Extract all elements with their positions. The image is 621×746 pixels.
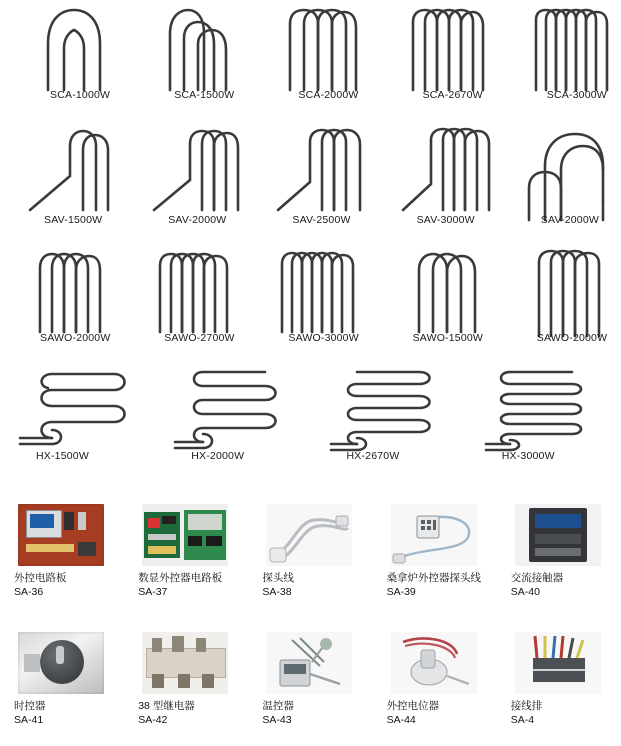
heating-element-icon <box>148 246 240 338</box>
element-cell <box>466 358 621 476</box>
part-item <box>248 626 372 746</box>
heating-element-icon <box>397 246 489 338</box>
element-label: SCA-1500W <box>174 89 235 101</box>
part-caption <box>387 700 440 727</box>
part-name: 交流接触器 <box>510 572 564 584</box>
sensor-probe-cable-photo <box>266 504 352 566</box>
part-caption <box>138 700 195 727</box>
element-cell <box>124 118 248 240</box>
terminal-block-wires-photo <box>515 632 601 694</box>
element-cell <box>497 0 621 118</box>
heating-element-icon <box>521 246 613 342</box>
part-item <box>124 498 248 618</box>
part-name: 桑拿炉外控器探头线 <box>386 572 482 584</box>
element-cell <box>373 118 497 240</box>
element-cell <box>124 240 248 358</box>
part-item <box>373 626 497 746</box>
element-label: SAV-2500W <box>292 214 351 226</box>
heating-element-icon <box>407 4 487 96</box>
parts-row <box>0 626 621 746</box>
element-cell <box>155 358 310 476</box>
ac-contactor-photo <box>515 504 601 566</box>
heating-element-icon <box>24 246 116 338</box>
heating-element-icon <box>329 364 449 452</box>
element-cell <box>0 0 124 118</box>
heating-element-icon <box>399 124 495 220</box>
element-cell <box>373 0 497 118</box>
heating-element-icon <box>173 364 293 452</box>
parts-row <box>0 498 621 618</box>
element-cell <box>0 118 124 240</box>
part-code: SA-42 <box>138 713 168 726</box>
part-caption <box>387 572 482 599</box>
heating-element-icon <box>484 364 604 452</box>
part-name: 探头线 <box>262 572 294 584</box>
element-label: SAWO-2000W <box>536 332 608 344</box>
part-code: SA-40 <box>510 585 540 598</box>
heating-element-icon <box>523 124 619 224</box>
potentiometer-photo <box>391 632 477 694</box>
part-item <box>124 626 248 746</box>
element-row-sav <box>0 118 621 240</box>
element-cell <box>124 0 248 118</box>
part-code: SA-38 <box>262 585 292 598</box>
element-label: SCA-2670W <box>422 89 483 101</box>
element-label: SAWO-2700W <box>164 332 235 344</box>
element-cell <box>248 0 372 118</box>
element-cell <box>497 240 621 358</box>
element-label: SCA-1000W <box>50 89 111 101</box>
part-name: 接线排 <box>510 700 543 712</box>
heating-element-icon <box>282 4 362 96</box>
part-name: 时控器 <box>14 700 46 712</box>
heating-element-icon <box>272 246 364 338</box>
part-caption <box>511 700 543 727</box>
pcb-board-green-digital-photo <box>142 504 228 566</box>
part-name: 外控电位器 <box>386 700 440 712</box>
pcb-board-red-photo <box>18 504 104 566</box>
element-label: SCA-3000W <box>546 89 607 101</box>
part-code: SA-41 <box>14 713 44 726</box>
part-code: SA-36 <box>14 585 44 598</box>
element-label: HX-2670W <box>346 450 400 462</box>
part-item <box>497 626 621 746</box>
element-cell <box>311 358 466 476</box>
element-label: SAV-2000W <box>540 214 599 226</box>
part-item <box>497 498 621 618</box>
element-label: SAV-1500W <box>44 214 103 226</box>
element-row-hx <box>0 358 621 476</box>
element-cell <box>0 240 124 358</box>
element-cell <box>497 118 621 240</box>
element-cell <box>248 118 372 240</box>
element-label: SAWO-3000W <box>288 332 359 344</box>
element-label: SCA-2000W <box>298 89 359 101</box>
heating-element-icon <box>531 4 611 96</box>
element-cell <box>373 240 497 358</box>
element-label: SAWO-2000W <box>40 332 111 344</box>
part-code: SA-43 <box>262 713 292 726</box>
element-cell <box>0 358 155 476</box>
part-item <box>0 626 124 746</box>
element-label: SAV-3000W <box>416 214 475 226</box>
relay-type-38-photo <box>142 632 228 694</box>
heating-element-icon <box>18 364 138 452</box>
part-name: 数显外控器电路板 <box>138 572 223 584</box>
parts-section <box>0 498 621 746</box>
element-cell <box>248 240 372 358</box>
element-label: HX-1500W <box>36 450 89 462</box>
part-name: 温控器 <box>262 700 294 712</box>
part-code: SA-39 <box>386 585 416 598</box>
element-label: SAWO-1500W <box>412 332 484 344</box>
part-code: SA-37 <box>138 585 168 598</box>
part-caption <box>262 700 294 727</box>
element-label: HX-2000W <box>191 450 245 462</box>
heating-element-icon <box>34 4 114 96</box>
element-label: HX-3000W <box>501 450 555 462</box>
part-name: 38 型继电器 <box>138 700 195 712</box>
part-code: SA-4 <box>510 713 535 726</box>
part-caption <box>511 572 564 599</box>
sauna-controller-probe-cable-photo <box>391 504 477 566</box>
heating-element-icon <box>274 124 370 220</box>
part-item <box>373 498 497 618</box>
part-item <box>248 498 372 618</box>
element-row-sawo <box>0 240 621 358</box>
part-caption <box>14 572 67 599</box>
element-label: SAV-2000W <box>168 214 227 226</box>
heating-element-icon <box>158 4 238 96</box>
thermostat-photo <box>266 632 352 694</box>
part-caption <box>138 572 222 599</box>
element-row-sca <box>0 0 621 118</box>
part-name: 外控电路板 <box>14 572 67 584</box>
heating-element-icon <box>26 124 122 220</box>
part-caption <box>14 700 46 727</box>
timer-knob-photo <box>18 632 104 694</box>
part-caption <box>262 572 294 599</box>
part-item <box>0 498 124 618</box>
heating-element-icon <box>150 124 246 220</box>
part-code: SA-44 <box>386 713 416 726</box>
